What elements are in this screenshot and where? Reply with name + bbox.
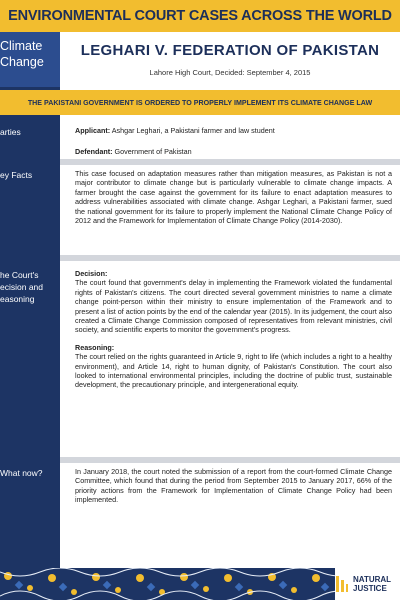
defendant-label: Defendant: — [75, 147, 113, 157]
decision-heading: Decision: — [75, 269, 108, 278]
parties-label — [0, 118, 60, 168]
category-tag-line2: Change — [0, 55, 44, 69]
pattern-graphic — [0, 568, 335, 600]
case-header — [60, 32, 400, 88]
applicant-line — [75, 126, 392, 135]
decorative-pattern-strip — [0, 568, 335, 600]
applicant-label: Applicant: — [75, 126, 111, 135]
logo-line1: NATURAL — [353, 575, 392, 584]
decision-label-line2: ecision and — [0, 282, 44, 292]
decision-content — [60, 261, 400, 457]
parties-label-text: arties — [0, 127, 21, 137]
what-now-text: In January 2018, the court noted the submission of a report from the court-formed Climate Change Committee, which found that during the period from September 2015 to January 2017, 66% of the priority actions from the Framework for Implementation of Climate Change Policy had been implemented. — [75, 467, 392, 505]
case-summary-heading — [0, 90, 400, 115]
case-title: LEGHARI V. FEDERATION OF PAKISTAN — [80, 42, 380, 59]
reasoning-heading: Reasoning: — [75, 342, 115, 352]
case-subtitle: Lahore High Court, Decided: September 4, 2015 — [149, 68, 311, 77]
case-summary-text: THE PAKISTANI GOVERNMENT IS ORDERED TO PROPERLY IMPLEMENT ITS CLIMATE CHANGE LAW — [27, 98, 373, 107]
key-facts-label-text: ey Facts — [0, 170, 33, 180]
reasoning-text: The court relied on the rights guaranteed in Article 9, right to life (which includes a right to a healthy environment), and Article 14, right to human dignity, of Pakistan's Constitution. The court also looked to international environmental principles, including the doctrine of public trust, sustainable development, the precautionary principle, and intergenerational equity. — [75, 352, 392, 390]
category-tag — [0, 32, 60, 87]
logo-icon — [335, 574, 349, 594]
applicant-value: Ashgar Leghari, a Pakistani farmer and law student — [111, 126, 275, 135]
decision-label-line1: he Court's — [0, 270, 39, 280]
natural-justice-logo — [335, 568, 400, 600]
banner-title: ENVIRONMENTAL COURT CASES ACROSS THE WORLD — [8, 8, 392, 24]
key-facts-label — [0, 165, 60, 255]
key-facts-content — [60, 165, 400, 255]
logo-text — [353, 575, 391, 593]
decision-text: The court found that government's delay in implementing the Framework violated the fundamental rights of Pakistan's citizens. The court directed several government ministries to name a climate change point-person within their ministry to ensure implementation of the Framework and to present a list of action points by the end of the calendar year (2015). In its judgement, the court also created a Climate Change Commission composed of representatives from relevant ministries, civil society, and scientific experts to monitor the government's progress. — [75, 278, 392, 335]
top-banner — [0, 0, 400, 32]
what-now-label — [0, 463, 60, 568]
defendant-line — [75, 147, 392, 156]
what-now-content — [60, 463, 400, 568]
defendant-value: Government of Pakistan — [114, 147, 192, 157]
category-tag-line1: Climate — [0, 39, 43, 53]
decision-label-line3: easoning — [0, 294, 35, 304]
key-facts-text: This case focused on adaptation measures rather than mitigation measures, as Pakistan is not a major contributor to climate change but is particularly vulnerable to climate change impacts. A farmer brought the case against the government for its failure to enact adaptation measures to address vulnerabilities associated with climate change. Ashgar Leghari, a Pakistani farmer, sued the national government for its failure to properly implement the National Climate Change Policy of 2012 and the Framework for Implementation of Climate Change Policy (2014-2030). — [75, 169, 392, 226]
logo-line2: JUSTICE — [353, 584, 387, 593]
decision-label — [0, 261, 60, 457]
what-now-label-text: What now? — [0, 468, 43, 478]
